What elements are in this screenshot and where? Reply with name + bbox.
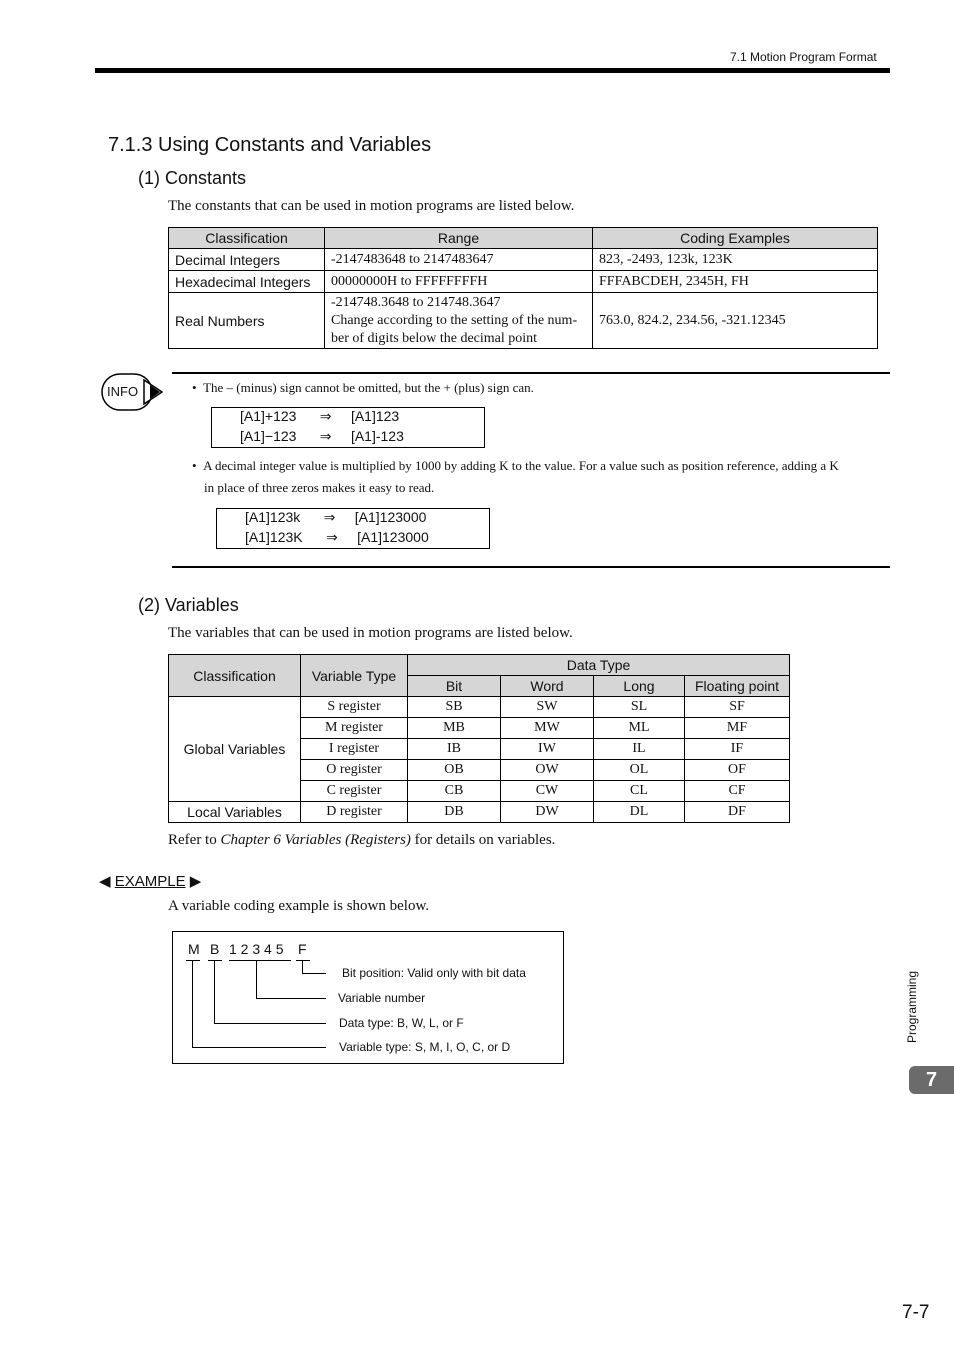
cell: OW [501,760,594,781]
column-header: Data Type [408,655,790,676]
example-box-1 [211,407,485,448]
leader-line [302,973,326,974]
example-line: [A1]−123 ⇒ [A1]-123 [240,428,404,444]
underline [186,960,200,961]
cell: IF [685,739,790,760]
info-bullet-2: • A decimal integer value is multiplied by 1000 by adding K to the value. For a value such as position reference, adding a K [192,458,839,473]
column-header: Floating point [685,676,790,697]
constants-heading: (1) Constants [138,168,247,188]
bullet-text: The – (minus) sign cannot be omitted, but the + (plus) sign can. [203,380,534,395]
cell: 00000000H to FFFFFFFFH [325,271,593,293]
bullet-text: A decimal integer value is multiplied by 1000 by adding K to the value. For a value such as position reference, adding a K [203,458,839,473]
cell: 823, -2493, 123k, 123K [593,249,878,271]
cell: Local Variables [169,802,301,823]
chapter-tab: 7 [909,1066,954,1094]
column-header: Variable Type [301,655,408,697]
cell: C register [301,781,408,802]
leader-line [192,1047,326,1048]
refer-post: for details on variables. [410,832,556,848]
refer-link-text: Chapter 6 Variables (Registers) [220,832,411,848]
range-line: -214748.3648 to 214748.3647 [331,294,501,310]
cell: S register [301,697,408,718]
column-header: Word [501,676,594,697]
constants-table [168,227,878,349]
cell: D register [301,802,408,823]
info-top-rule [172,372,890,374]
coding-diagram [172,931,564,1064]
table-row [169,271,878,293]
range-line: ber of digits below the decimal point [331,330,538,346]
range-line: Change according to the setting of the num- [331,312,578,328]
cell: SF [685,697,790,718]
example-marker [99,872,201,890]
cell: SB [408,697,501,718]
cell: M register [301,718,408,739]
right-triangle-icon: ▶ [189,873,202,890]
cell: MF [685,718,790,739]
cell: I register [301,739,408,760]
section-title: 7.1.3 Using Constants and Variables [108,134,432,156]
example-label: EXAMPLE [114,873,186,890]
cell: CL [594,781,685,802]
cell: Hexadecimal Integers [169,271,325,293]
cell: OB [408,760,501,781]
example-box-2 [216,508,490,549]
example-line: [A1]+123 ⇒ [A1]123 [240,408,400,424]
cell: IB [408,739,501,760]
cell: CW [501,781,594,802]
cell: O register [301,760,408,781]
page-number: 7-7 [902,1302,930,1323]
cell: Decimal Integers [169,249,325,271]
table-row [169,802,790,823]
code-f: F [298,941,307,957]
leader-line [256,998,326,999]
table-row [169,249,878,271]
cell: Real Numbers [169,293,325,349]
cell: FFFABCDEH, 2345H, FH [593,271,878,293]
cell: CF [685,781,790,802]
leader-line [302,961,303,973]
cell: OL [594,760,685,781]
code-number: 1 2 3 4 5 [229,941,284,957]
leader-line [214,961,215,1023]
table-header-row [169,228,878,249]
info-icon-label: INFO [107,384,139,399]
cell [325,293,593,349]
info-bullet-2-cont: in place of three zeros makes it easy to read. [204,480,435,495]
cell: ML [594,718,685,739]
cell: IL [594,739,685,760]
cell: SW [501,697,594,718]
cell: DB [408,802,501,823]
cell: 763.0, 824.2, 234.56, -321.12345 [593,293,878,349]
header-rule [95,68,890,73]
constants-intro: The constants that can be used in motion programs are listed below. [168,198,575,214]
example-line: [A1]123K ⇒ [A1]123000 [245,529,429,545]
refer-pre: Refer to [168,832,221,848]
cell: CB [408,781,501,802]
table-row [169,697,790,718]
refer-note [168,832,555,849]
cell: MB [408,718,501,739]
cell: SL [594,697,685,718]
cell: OF [685,760,790,781]
column-header: Classification [169,655,301,697]
cell: DW [501,802,594,823]
cell: DF [685,802,790,823]
running-header: 7.1 Motion Program Format [730,50,877,64]
column-header: Bit [408,676,501,697]
info-bottom-rule [172,566,890,568]
leader-line [256,961,257,998]
left-triangle-icon: ◀ [99,873,111,890]
variables-intro: The variables that can be used in motion programs are listed below. [168,625,573,641]
info-bullet-1: • The – (minus) sign cannot be omitted, but the + (plus) sign can. [192,380,534,395]
side-chapter-label: Programming [905,970,920,1044]
variables-heading: (2) Variables [138,595,239,615]
cell: DL [594,802,685,823]
example-intro: A variable coding example is shown below. [168,898,430,914]
variables-table [168,654,790,823]
label-variable-type: Variable type: S, M, I, O, C, or D [339,1040,511,1054]
column-header: Coding Examples [593,228,878,249]
cell: -2147483648 to 2147483647 [325,249,593,271]
cell: MW [501,718,594,739]
column-header: Classification [169,228,325,249]
table-row [169,293,878,349]
cell: IW [501,739,594,760]
example-line: [A1]123k ⇒ [A1]123000 [245,509,427,525]
label-variable-number: Variable number [338,991,426,1005]
underline [208,960,222,961]
column-header: Long [594,676,685,697]
underline [296,960,310,961]
cell: Global Variables [169,697,301,802]
underline [229,960,291,961]
label-data-type: Data type: B, W, L, or F [339,1016,464,1030]
table-header-row [169,655,790,676]
leader-line [214,1023,326,1024]
code-m: M [188,941,200,957]
leader-line [192,961,193,1047]
column-header: Range [325,228,593,249]
label-bit-position: Bit position: Valid only with bit data [342,966,526,980]
code-b: B [210,941,220,957]
